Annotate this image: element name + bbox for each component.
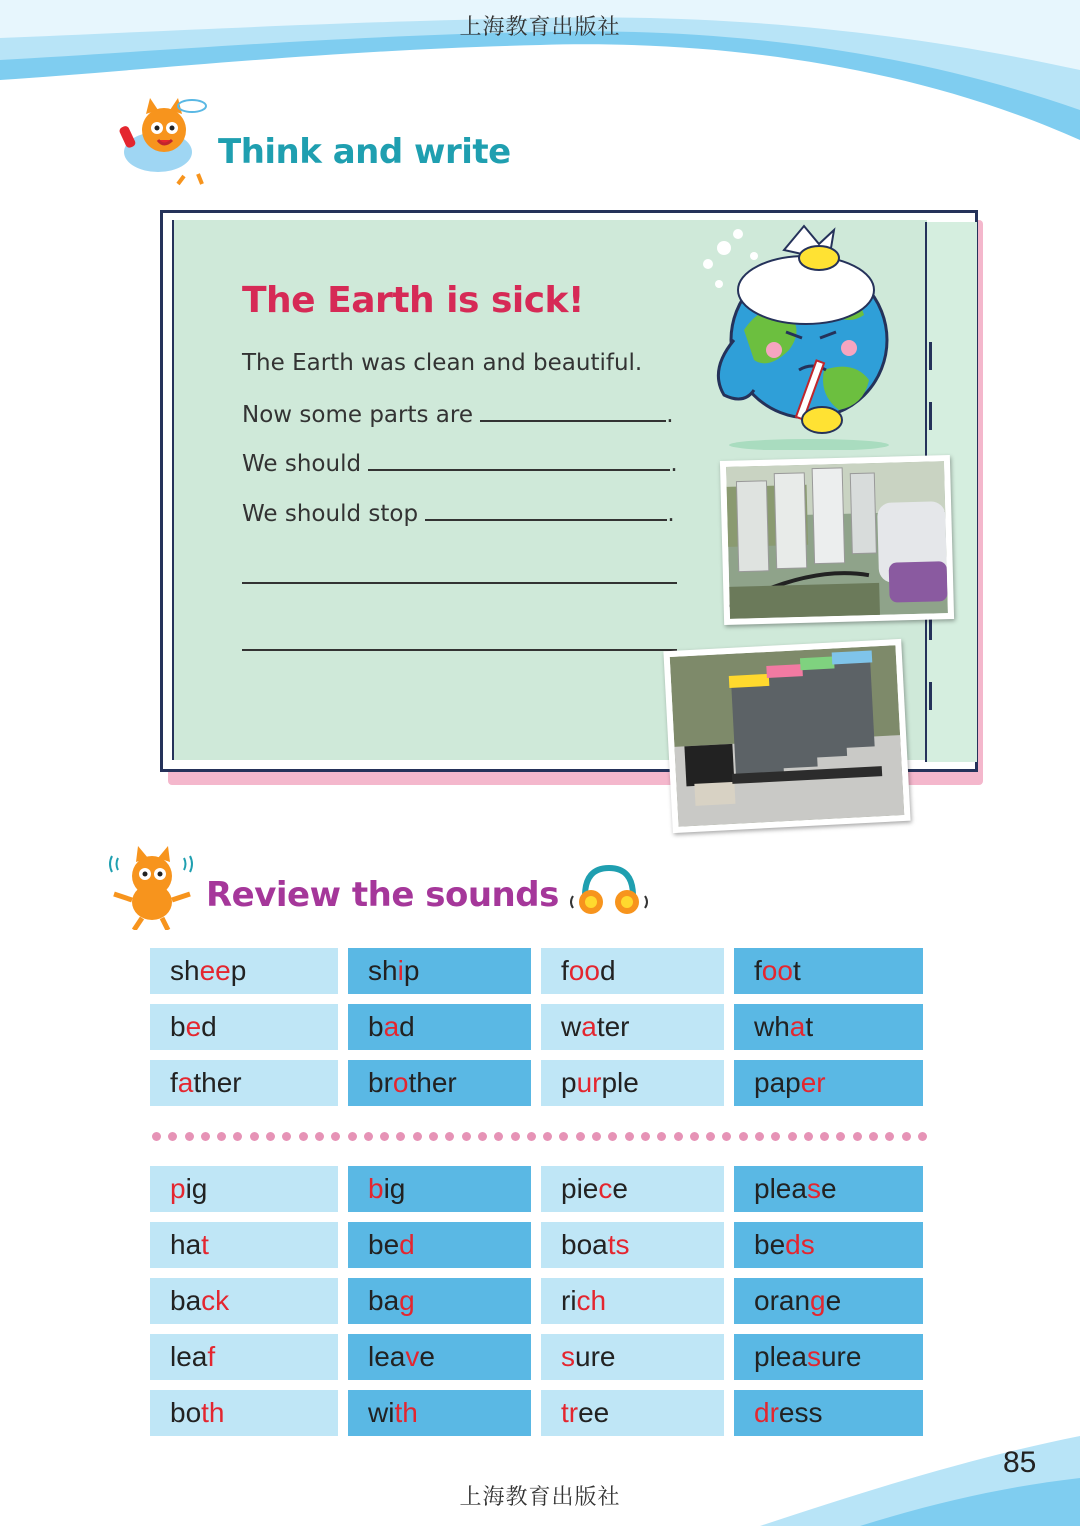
highlighted-sound: c [598, 1173, 613, 1204]
divider-dot [527, 1132, 536, 1141]
word-part: e [612, 1173, 628, 1204]
word-part: w [561, 1011, 582, 1042]
word-part: pie [561, 1173, 599, 1204]
divider-dot [494, 1132, 503, 1141]
sick-earth-illustration [694, 220, 894, 450]
answer-line[interactable] [242, 649, 677, 651]
word-part: sh [170, 955, 200, 986]
sound-word-cell [348, 1334, 531, 1380]
divider-dot [511, 1132, 520, 1141]
divider-dot [608, 1132, 617, 1141]
sound-word-cell [348, 948, 531, 994]
sound-word-cell [734, 1278, 923, 1324]
divider-dot [739, 1132, 748, 1141]
publisher-header: 上海教育出版社 [459, 15, 621, 40]
sound-word-cell [734, 1004, 923, 1050]
word-part: ure [820, 1341, 862, 1372]
sound-word-cell [348, 1390, 531, 1436]
highlighted-sound: v [405, 1341, 420, 1372]
divider-dot [201, 1132, 210, 1141]
divider-dot [233, 1132, 242, 1141]
sound-word-cell [150, 948, 338, 994]
word-part: ter [596, 1011, 630, 1042]
divider-dot [869, 1132, 878, 1141]
word-part: b [368, 1011, 384, 1042]
highlighted-sound: s [806, 1341, 821, 1372]
word-part: lea [170, 1341, 208, 1372]
word-part: d [201, 1011, 217, 1042]
sound-word-cell [541, 1166, 724, 1212]
highlighted-sound: ur [576, 1067, 602, 1098]
sound-row [150, 1222, 925, 1268]
sound-word-cell [150, 1004, 338, 1050]
divider-dot [576, 1132, 585, 1141]
sentence-line-1: The Earth was clean and beautiful. [242, 350, 643, 376]
sentence-line-3: We should . [242, 451, 678, 477]
word-part: p [403, 955, 420, 986]
divider-dot [918, 1132, 927, 1141]
sound-word-cell [734, 1166, 923, 1212]
sound-word-cell [541, 1278, 724, 1324]
divider-dot [755, 1132, 764, 1141]
word-part: f [754, 955, 762, 986]
sound-word-cell [541, 1334, 724, 1380]
word-part: ther [408, 1067, 457, 1098]
divider-dot [853, 1132, 862, 1141]
divider-dot [592, 1132, 601, 1141]
divider-dot [804, 1132, 813, 1141]
divider-dot [266, 1132, 275, 1141]
highlighted-sound: oo [761, 955, 793, 986]
divider-dot [413, 1132, 422, 1141]
word-part: be [368, 1229, 400, 1260]
divider-dot [478, 1132, 487, 1141]
word-part: plea [754, 1173, 807, 1204]
page-number: 85 [1003, 1446, 1037, 1479]
highlighted-sound: dr [754, 1397, 779, 1428]
highlighted-sound: g [399, 1285, 415, 1316]
sound-word-cell [348, 1004, 531, 1050]
word-part: d [599, 955, 616, 986]
highlighted-sound: th [394, 1397, 418, 1428]
word-part: wi [368, 1397, 395, 1428]
highlighted-sound: ds [785, 1229, 815, 1260]
sound-word-cell [541, 1060, 724, 1106]
highlighted-sound: ch [576, 1285, 607, 1316]
divider-dot [788, 1132, 797, 1141]
sound-word-cell [734, 948, 923, 994]
divider-dot [185, 1132, 194, 1141]
sound-table-1 [150, 948, 925, 1116]
divider-dot [217, 1132, 226, 1141]
sound-row [150, 1390, 925, 1436]
divider-dot [380, 1132, 389, 1141]
divider-dot [706, 1132, 715, 1141]
sound-row [150, 1004, 925, 1050]
sound-row [150, 1060, 925, 1106]
sound-word-cell [348, 1278, 531, 1324]
word-part: oran [754, 1285, 811, 1316]
sound-word-cell [734, 1390, 923, 1436]
divider-dot [820, 1132, 829, 1141]
highlighted-sound: d [399, 1229, 415, 1260]
divider-dot [315, 1132, 324, 1141]
word-part: ba [170, 1285, 202, 1316]
word-part: ee [578, 1397, 610, 1428]
word-part: ig [383, 1173, 406, 1204]
sound-word-cell [348, 1222, 531, 1268]
word-part: ple [601, 1067, 639, 1098]
divider-dot [657, 1132, 666, 1141]
sound-word-cell [150, 1222, 338, 1268]
answer-blank[interactable] [480, 400, 666, 422]
divider-dot [771, 1132, 780, 1141]
divider-dot [625, 1132, 634, 1141]
divider-dot [282, 1132, 291, 1141]
divider-dot [168, 1132, 177, 1141]
divider-dot [429, 1132, 438, 1141]
divider-dot [641, 1132, 650, 1141]
sound-word-cell [150, 1060, 338, 1106]
word-part: be [754, 1229, 786, 1260]
word-part: t [792, 955, 801, 986]
answer-blank[interactable] [425, 499, 667, 521]
word-part: boa [561, 1229, 608, 1260]
sound-word-cell [541, 1222, 724, 1268]
highlighted-sound: s [806, 1173, 821, 1204]
highlighted-sound: b [368, 1173, 384, 1204]
highlighted-sound: ee [199, 955, 231, 986]
divider-dot [364, 1132, 373, 1141]
highlighted-sound: a [789, 1011, 806, 1042]
headphones-icon [569, 862, 649, 922]
sound-row [150, 1166, 925, 1212]
sound-word-cell [348, 1060, 531, 1106]
highlighted-sound: th [201, 1397, 225, 1428]
answer-blank[interactable] [368, 449, 670, 471]
think-and-write-heading [112, 96, 511, 186]
highlighted-sound: p [170, 1173, 186, 1204]
word-part: b [170, 1011, 186, 1042]
word-part: e [419, 1341, 435, 1372]
sound-row [150, 1278, 925, 1324]
word-part: lea [368, 1341, 406, 1372]
divider-dot [331, 1132, 340, 1141]
highlighted-sound: t [201, 1229, 209, 1260]
publisher-footer: 上海教育出版社 [459, 1485, 621, 1510]
divider-dot [836, 1132, 845, 1141]
review-the-sounds-heading [104, 846, 649, 930]
word-part: plea [754, 1341, 807, 1372]
word-part: wh [754, 1011, 790, 1042]
divider-dot [902, 1132, 911, 1141]
word-part: ig [185, 1173, 208, 1204]
word-part: f [170, 1067, 178, 1098]
word-part: t [805, 1011, 814, 1042]
word-part: p [230, 955, 247, 986]
highlighted-sound: tr [561, 1397, 579, 1428]
highlighted-sound: ts [607, 1229, 630, 1260]
cat-mascot-icon [104, 846, 200, 930]
sentence-line-2: Now some parts are . [242, 402, 674, 428]
highlighted-sound: er [800, 1067, 826, 1098]
divider-dot [543, 1132, 552, 1141]
think-and-write-title: Think and write [218, 132, 511, 172]
word-part: e [825, 1285, 842, 1316]
highlighted-sound: oo [568, 955, 600, 986]
highlighted-sound: a [177, 1067, 194, 1098]
word-part: ther [193, 1067, 242, 1098]
highlighted-sound: g [810, 1285, 826, 1316]
answer-line[interactable] [242, 582, 677, 584]
sound-word-cell [541, 1390, 724, 1436]
divider-dot [250, 1132, 259, 1141]
highlighted-sound: s [561, 1341, 575, 1372]
highlighted-sound: i [397, 955, 404, 986]
word-part: ha [170, 1229, 202, 1260]
sound-word-cell [150, 1334, 338, 1380]
sound-word-cell [150, 1166, 338, 1212]
highlighted-sound: f [207, 1341, 216, 1372]
highlighted-sound: a [581, 1011, 597, 1042]
highlighted-sound: e [185, 1011, 202, 1042]
sound-row [150, 948, 925, 994]
sound-word-cell [541, 1004, 724, 1050]
recycling-bins-photo [663, 639, 910, 833]
divider-dot [445, 1132, 454, 1141]
divider-dot [722, 1132, 731, 1141]
word-part: p [561, 1067, 577, 1098]
word-part: ure [575, 1341, 616, 1372]
sound-word-cell [541, 948, 724, 994]
highlighted-sound: a [383, 1011, 400, 1042]
divider-dot [559, 1132, 568, 1141]
word-part: bo [170, 1397, 202, 1428]
divider-dot [462, 1132, 471, 1141]
ev-charging-photo [720, 455, 954, 625]
word-part: f [561, 955, 569, 986]
word-part: d [399, 1011, 415, 1042]
divider-dot [348, 1132, 357, 1141]
divider-dot [674, 1132, 683, 1141]
word-part: ba [368, 1285, 400, 1316]
word-part: sh [368, 955, 398, 986]
sound-word-cell [734, 1060, 923, 1106]
divider-dot [690, 1132, 699, 1141]
cat-mascot-icon [112, 96, 212, 186]
dotted-divider [152, 1132, 927, 1142]
word-part: pap [754, 1067, 801, 1098]
review-the-sounds-title: Review the sounds [206, 875, 559, 915]
word-part: br [368, 1067, 393, 1098]
card-title: The Earth is sick! [242, 280, 584, 321]
sound-table-2 [150, 1166, 925, 1446]
highlighted-sound: ck [201, 1285, 230, 1316]
sound-word-cell [734, 1334, 923, 1380]
divider-dot [885, 1132, 894, 1141]
sentence-line-4: We should stop . [242, 501, 675, 527]
divider-dot [152, 1132, 161, 1141]
sound-word-cell [348, 1166, 531, 1212]
word-part: e [820, 1173, 837, 1204]
sound-word-cell [150, 1278, 338, 1324]
highlighted-sound: o [392, 1067, 409, 1098]
sound-word-cell [150, 1390, 338, 1436]
word-part: ess [778, 1397, 823, 1428]
divider-dot [396, 1132, 405, 1141]
sound-row [150, 1334, 925, 1380]
divider-dot [299, 1132, 308, 1141]
word-part: ri [561, 1285, 577, 1316]
sound-word-cell [734, 1222, 923, 1268]
